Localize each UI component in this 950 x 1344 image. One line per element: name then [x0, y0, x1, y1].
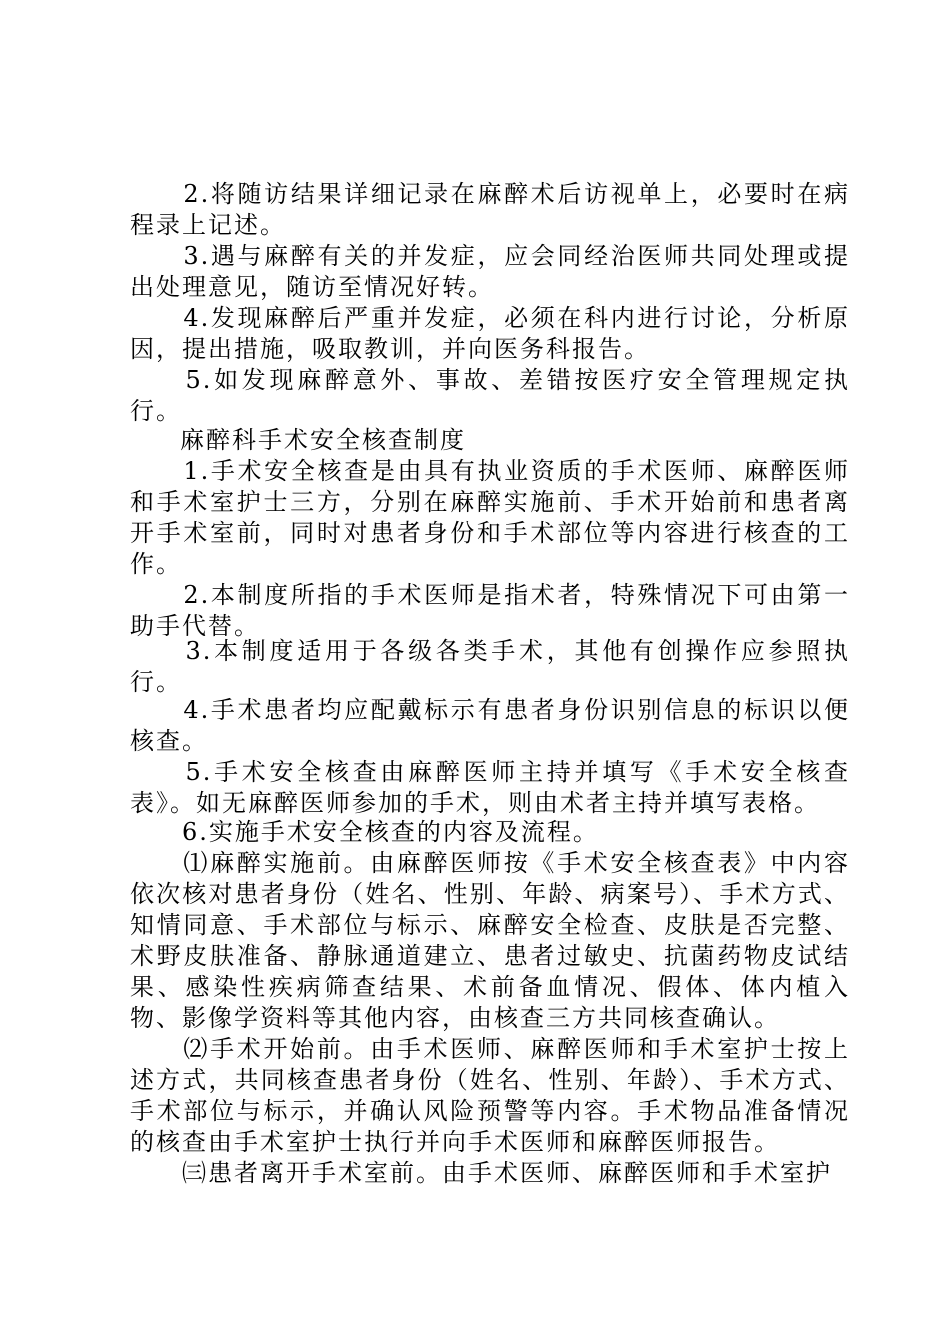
safety-check-item-3: 3.本制度适用于各级各类手术，其他有创操作应参照执行。: [130, 637, 850, 696]
followup-item-5: 5.如发现麻醉意外、事故、差错按医疗安全管理规定执行。: [130, 366, 850, 425]
safety-check-step-3: ㈢患者离开手术室前。由手术医师、麻醉医师和手术室护: [130, 1159, 832, 1187]
safety-check-item-5: 5.手术安全核查由麻醉医师主持并填写《手术安全核查表》。如无麻醉医师参加的手术，则由术者主持并填写表格。: [130, 758, 850, 817]
safety-check-step-2: ⑵手术开始前。由手术医师、麻醉医师和手术室护士按上述方式，共同核查患者身份（姓名、性别、年龄）、手术方式、手术部位与标示，并确认风险预警等内容。手术物品准备情况的核查由手术室护士执行并向手术医师和麻醉医师报告。: [130, 1035, 850, 1156]
followup-item-2: 2.将随访结果详细记录在麻醉术后访视单上，必要时在病程录上记述。: [130, 180, 850, 239]
section-title: 麻醉科手术安全核查制度: [180, 426, 466, 454]
safety-check-item-6: 6.实施手术安全核查的内容及流程。: [130, 818, 599, 846]
followup-item-4: 4.发现麻醉后严重并发症，必须在科内进行讨论，分析原因，提出措施，吸取教训，并向医务科报告。: [130, 304, 850, 363]
safety-check-item-1: 1.手术安全核查是由具有执业资质的手术医师、麻醉医师和手术室护士三方，分别在麻醉实施前、手术开始前和患者离开手术室前，同时对患者身份和手术部位等内容进行核查的工作。: [130, 457, 850, 578]
safety-check-item-4: 4.手术患者均应配戴标示有患者身份识别信息的标识以便核查。: [130, 696, 850, 755]
safety-check-step-1: ⑴麻醉实施前。由麻醉医师按《手术安全核查表》中内容依次核对患者身份（姓名、性别、年龄、病案号）、手术方式、知情同意、手术部位与标示、麻醉安全检查、皮肤是否完整、术野皮肤准备、静脉通道建立、患者过敏史、抗菌药物皮试结果、感染性疾病筛查结果、术前备血情况、假体、体内植入物、影像学资料等其他内容，由核查三方共同核查确认。: [130, 849, 850, 1032]
followup-item-3: 3.遇与麻醉有关的并发症，应会同经治医师共同处理或提出处理意见，随访至情况好转。: [130, 242, 850, 301]
safety-check-item-2: 2.本制度所指的手术医师是指术者，特殊情况下可由第一助手代替。: [130, 581, 850, 640]
